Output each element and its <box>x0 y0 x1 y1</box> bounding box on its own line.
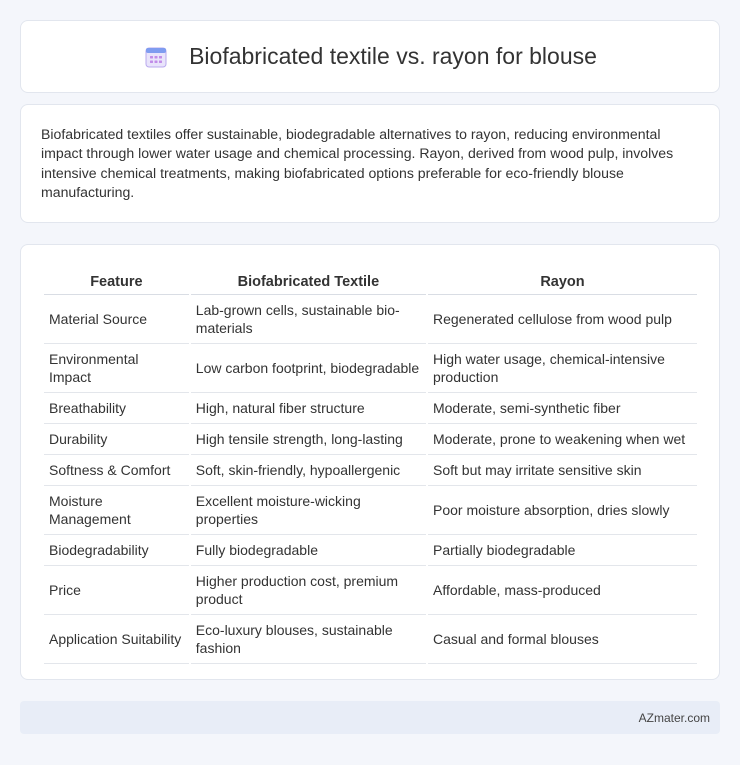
feature-cell: Softness & Comfort <box>44 455 189 486</box>
comparison-table <box>42 265 699 664</box>
feature-cell: Durability <box>44 424 189 455</box>
comparison-card <box>20 244 720 680</box>
biofabricated-cell: High tensile strength, long-lasting <box>191 424 426 455</box>
header-card <box>20 20 720 93</box>
rayon-cell: Affordable, mass-produced <box>428 566 697 615</box>
rayon-cell: High water usage, chemical-intensive production <box>428 344 697 393</box>
biofabricated-cell: Soft, skin-friendly, hypoallergenic <box>191 455 426 486</box>
biofabricated-cell: High, natural fiber structure <box>191 393 426 424</box>
intro-text: Biofabricated textiles offer sustainable, biodegradable alternatives to rayon, reducing environmental impact through lower water usage and chemical processing. Rayon, derived from wood pulp, involves intensive chemical treatments, making biofabricated options preferable for eco-friendly blouse manufacturing. <box>41 126 674 201</box>
table-row <box>44 455 697 486</box>
column-header: Biofabricated Textile <box>191 265 426 295</box>
feature-cell: Biodegradability <box>44 535 189 566</box>
rayon-cell: Casual and formal blouses <box>428 615 697 664</box>
feature-cell: Moisture Management <box>44 486 189 535</box>
rayon-cell: Moderate, prone to weakening when wet <box>428 424 697 455</box>
rayon-cell: Soft but may irritate sensitive skin <box>428 455 697 486</box>
feature-cell: Application Suitability <box>44 615 189 664</box>
feature-cell: Material Source <box>44 295 189 344</box>
intro-card <box>20 104 720 223</box>
feature-cell: Breathability <box>44 393 189 424</box>
feature-cell: Price <box>44 566 189 615</box>
biofabricated-cell: Fully biodegradable <box>191 535 426 566</box>
biofabricated-cell: Higher production cost, premium product <box>191 566 426 615</box>
calendar-icon <box>143 44 169 70</box>
table-row <box>44 295 697 344</box>
footer <box>20 701 720 734</box>
rayon-cell: Poor moisture absorption, dries slowly <box>428 486 697 535</box>
table-row <box>44 615 697 664</box>
page-title: Biofabricated textile vs. rayon for blouse <box>189 43 597 69</box>
column-header: Rayon <box>428 265 697 295</box>
biofabricated-cell: Lab-grown cells, sustainable bio-materials <box>191 295 426 344</box>
rayon-cell: Partially biodegradable <box>428 535 697 566</box>
rayon-cell: Regenerated cellulose from wood pulp <box>428 295 697 344</box>
table-row <box>44 393 697 424</box>
table-row <box>44 424 697 455</box>
column-header: Feature <box>44 265 189 295</box>
table-header-row <box>44 265 697 295</box>
table-row <box>44 486 697 535</box>
footer-brand: AZmater.com <box>638 710 710 725</box>
feature-cell: Environmental Impact <box>44 344 189 393</box>
biofabricated-cell: Eco-luxury blouses, sustainable fashion <box>191 615 426 664</box>
table-row <box>44 344 697 393</box>
biofabricated-cell: Excellent moisture-wicking properties <box>191 486 426 535</box>
biofabricated-cell: Low carbon footprint, biodegradable <box>191 344 426 393</box>
rayon-cell: Moderate, semi-synthetic fiber <box>428 393 697 424</box>
table-row <box>44 535 697 566</box>
table-row <box>44 566 697 615</box>
